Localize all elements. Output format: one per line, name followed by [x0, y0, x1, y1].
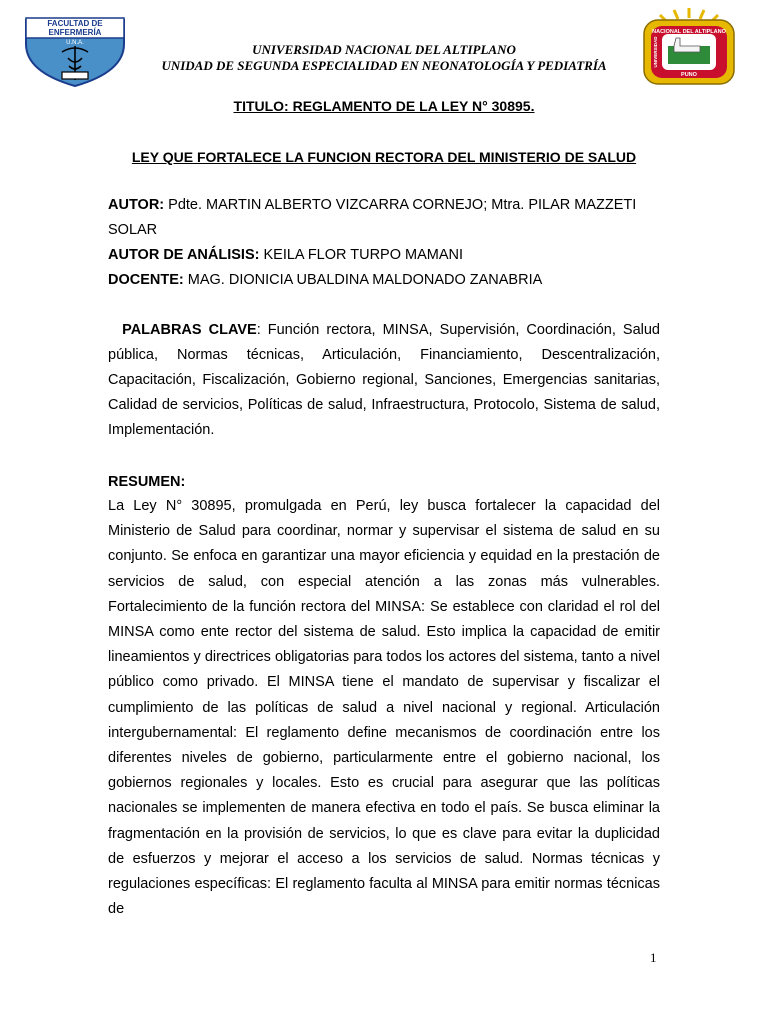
- author-line: [108, 193, 660, 243]
- analysis-author-value: KEILA FLOR TURPO MAMANI: [259, 247, 464, 263]
- author-value: Pdte. MARTIN ALBERTO VIZCARRA CORNEJO; Mtra. PILAR MAZZETI SOLAR: [108, 197, 637, 238]
- document-subtitle: LEY QUE FORTALECE LA FUNCION RECTORA DEL MINISTERIO DE SALUD: [131, 149, 637, 165]
- book-icon: [62, 72, 88, 79]
- analysis-author-line: [108, 243, 660, 268]
- summary-paragraph: La Ley N° 30895, promulgada en Perú, ley busca fortalecer la capacidad del Ministerio de Salud para coordinar, normar y supervisar el sistema de salud en su conjunto. Se enfoca en garantizar una mayor eficiencia y equidad en la prestación de servicios de salud, con especial atención a las zonas más vulnerables. Fortalecimiento de la función rectora del MINSA: Se establece con claridad el rol del MINSA como ente rector del sistema de salud. Esto implica la capacidad de emitir lineamientos y directrices obligatorias para todos los actores del sistema, tanto a nivel público como privado. El MINSA tiene el mandato de supervisar y fiscalizar el cumplimiento de las políticas de salud a nivel nacional y regional. Articulación intergubernamental: El reglamento define mecanismos de coordinación entre los diferentes niveles de gobierno, particularmente entre el gobierno nacional, los gobiernos regionales y locales. Esto es crucial para asegurar que las políticas nacionales se implementen de manera efectiva en todo el país. Se busca eliminar la fragmentación en la provisión de servicios, lo que es clave para evitar la duplicidad de esfuerzos y mejorar el acceso a los servicios de salud. Normas técnicas y regulaciones específicas: El reglamento faculta al MINSA para emitir normas técnicas de: [108, 498, 660, 918]
- analysis-author-label: AUTOR DE ANÁLISIS:: [108, 247, 260, 263]
- seal-text-left: UNIVERSIDAD: [653, 36, 658, 68]
- teacher-line: [108, 268, 660, 293]
- logo-left-text-1: FACULTAD DE: [47, 19, 103, 28]
- author-label: AUTOR:: [108, 197, 165, 213]
- document-title: TITULO: REGLAMENTO DE LA LEY N° 30895.: [233, 98, 535, 114]
- keywords-paragraph: [108, 318, 660, 443]
- seal-text-bottom: PUNO: [681, 72, 697, 78]
- unit-name: UNIDAD DE SEGUNDA ESPECIALIDAD EN NEONATOLOGÍA Y PEDIATRÍA: [161, 58, 607, 73]
- logo-left-text-2: ENFERMERÍA: [48, 28, 102, 37]
- university-seal-logo: [640, 6, 738, 88]
- teacher-value: MAG. DIONICIA UBALDINA MALDONADO ZANABRIA: [183, 272, 543, 288]
- document-metadata: [108, 193, 660, 293]
- logo-left-text-3: U.N.A.: [66, 40, 84, 46]
- university-name: UNIVERSIDAD NACIONAL DEL ALTIPLANO: [252, 42, 516, 57]
- summary-heading: RESUMEN:: [108, 474, 186, 490]
- seal-text-top: NACIONAL DEL ALTIPLANO: [652, 29, 726, 35]
- keywords-text: : Función rectora, MINSA, Supervisión, Coordinación, Salud pública, Normas técnicas, Articulación, Financiamiento, Descentralización, Capacitación, Fiscalización, Gobierno regional, Sanciones, Emergencias sanitarias, Calidad de servicios, Políticas de salud, Infraestructura, Protocolo, Sistema de salud, Implementación.: [108, 322, 661, 438]
- keywords-label: PALABRAS CLAVE: [122, 322, 257, 338]
- nursing-faculty-logo: [22, 14, 128, 88]
- teacher-label: DOCENTE:: [108, 272, 184, 288]
- page-number: 1: [650, 950, 657, 965]
- document-header: [130, 42, 638, 74]
